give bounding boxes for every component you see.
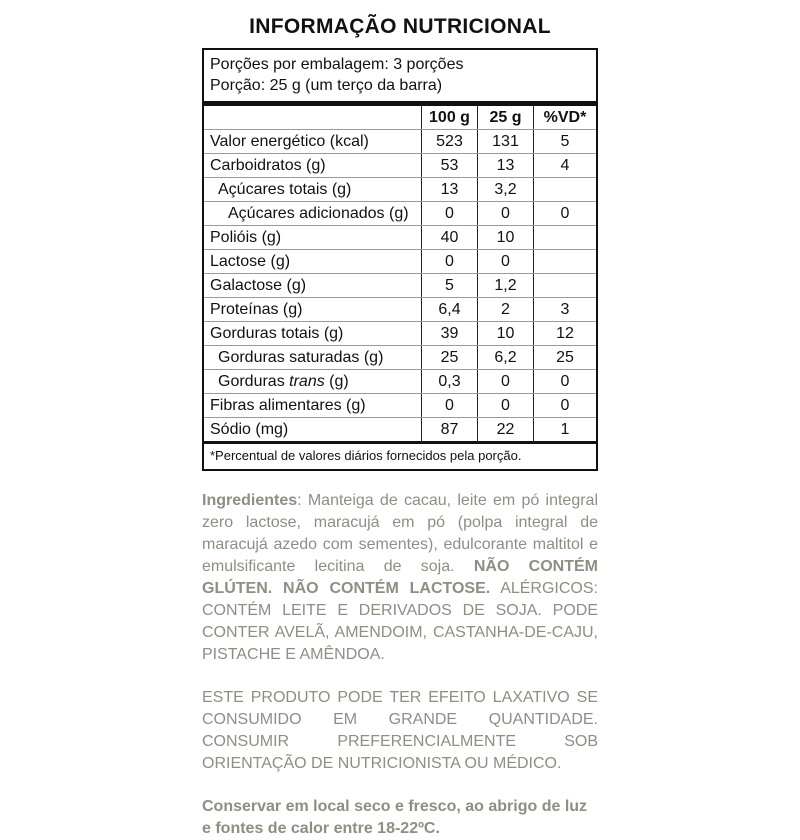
value-vd — [533, 274, 596, 297]
value-25g: 0 — [477, 250, 533, 273]
value-vd — [533, 178, 596, 201]
nutrient-label: Proteínas (g) — [210, 301, 303, 318]
table-row — [204, 297, 596, 321]
page-title: INFORMAÇÃO NUTRICIONAL — [249, 15, 551, 38]
table-row — [204, 201, 596, 225]
value-100g: 25 — [421, 346, 477, 369]
header-100g: 100 g — [421, 106, 477, 129]
value-25g: 10 — [477, 226, 533, 249]
gluten-lactose-free-statement: NÃO CONTÉM GLÚTEN. NÃO CONTÉM LACTOSE. — [202, 558, 598, 597]
value-25g: 0 — [477, 202, 533, 225]
value-vd — [533, 226, 596, 249]
value-100g: 87 — [421, 418, 477, 441]
header-vd: %VD* — [533, 106, 596, 129]
nutrient-label-part: Gorduras — [218, 373, 290, 390]
nutrient-label: Gorduras saturadas (g) — [218, 349, 384, 366]
value-100g: 39 — [421, 322, 477, 345]
table-row — [204, 345, 596, 369]
value-vd: 4 — [533, 154, 596, 177]
nutrient-label-part: trans — [289, 373, 325, 390]
value-25g: 0 — [477, 370, 533, 393]
value-100g: 0 — [421, 250, 477, 273]
info-paragraphs — [202, 490, 598, 840]
value-vd: 12 — [533, 322, 596, 345]
value-100g: 0 — [421, 394, 477, 417]
value-vd: 5 — [533, 130, 596, 153]
value-vd: 25 — [533, 346, 596, 369]
value-100g: 13 — [421, 178, 477, 201]
table-row — [204, 129, 596, 153]
label-content — [202, 15, 598, 840]
nutrient-label: Gorduras totais (g) — [210, 325, 344, 342]
value-100g: 5 — [421, 274, 477, 297]
value-vd: 0 — [533, 394, 596, 417]
table-row — [204, 153, 596, 177]
ingredients-label: Ingredientes — [202, 492, 298, 509]
value-25g: 22 — [477, 418, 533, 441]
table-row — [204, 369, 596, 393]
header-empty-cell — [204, 106, 421, 129]
header-25g: 25 g — [477, 106, 533, 129]
table-header-row — [204, 106, 596, 129]
value-25g: 6,2 — [477, 346, 533, 369]
value-100g: 40 — [421, 226, 477, 249]
nutrient-label: Fibras alimentares (g) — [210, 397, 366, 414]
nutrient-label-part: (g) — [324, 373, 349, 390]
value-vd: 0 — [533, 370, 596, 393]
value-100g: 6,4 — [421, 298, 477, 321]
value-100g: 0 — [421, 202, 477, 225]
storage-instructions-paragraph: Conservar em local seco e fresco, ao abrigo de luz e fontes de calor entre 18-22ºC. — [202, 798, 588, 837]
nutrient-label: Polióis (g) — [210, 229, 282, 246]
nutrient-label: Açúcares adicionados (g) — [228, 205, 409, 222]
ingredients-paragraph — [202, 490, 598, 666]
value-100g: 0,3 — [421, 370, 477, 393]
nutrient-label: Carboidratos (g) — [210, 157, 326, 174]
table-row — [204, 321, 596, 345]
table-footnote: *Percentual de valores diários fornecidos pela porção. — [204, 441, 596, 469]
table-rows — [204, 129, 596, 441]
servings-per-package: Porções por embalagem: 3 porções — [210, 56, 464, 73]
value-vd: 1 — [533, 418, 596, 441]
serving-size: Porção: 25 g (um terço da barra) — [210, 77, 443, 94]
nutrient-label: Açúcares totais (g) — [218, 181, 352, 198]
nutrient-label: Lactose (g) — [210, 253, 291, 270]
value-25g: 0 — [477, 394, 533, 417]
table-row — [204, 393, 596, 417]
value-25g: 1,2 — [477, 274, 533, 297]
value-25g: 10 — [477, 322, 533, 345]
nutrient-label — [204, 370, 421, 393]
table-row — [204, 177, 596, 201]
nutrient-label: Sódio (mg) — [210, 421, 289, 438]
table-row — [204, 417, 596, 441]
value-vd: 3 — [533, 298, 596, 321]
allergens-text: ALÉRGICOS: CONTÉM LEITE E DERIVADOS DE SOJA. PODE CONTER AVELÃ, AMENDOIM, CASTANHA-DE-CAJU, PISTACHE E AMÊNDOA. — [202, 580, 598, 663]
table-row — [204, 249, 596, 273]
value-25g: 3,2 — [477, 178, 533, 201]
value-25g: 131 — [477, 130, 533, 153]
value-100g: 53 — [421, 154, 477, 177]
laxative-warning-paragraph: ESTE PRODUTO PODE TER EFEITO LAXATIVO SE CONSUMIDO EM GRANDE QUANTIDADE. CONSUMIR PREFERENCIALMENTE SOB ORIENTAÇÃO DE NUTRICIONISTA OU MÉDICO. — [202, 689, 598, 772]
value-100g: 523 — [421, 130, 477, 153]
value-vd: 0 — [533, 202, 596, 225]
value-25g: 2 — [477, 298, 533, 321]
value-25g: 13 — [477, 154, 533, 177]
nutrition-table — [202, 48, 598, 471]
table-row — [204, 225, 596, 249]
value-vd — [533, 250, 596, 273]
ingredients-text-1: : Manteiga de cacau, leite em pó integral zero lactose, maracujá em pó (polpa integral de maracujá azedo com sementes), edulcorante maltitol e emulsificante lecitina de soja. — [202, 492, 598, 575]
table-row — [204, 273, 596, 297]
servings-info — [204, 50, 596, 106]
nutrient-label: Valor energético (kcal) — [210, 133, 369, 150]
nutrient-label: Galactose (g) — [210, 277, 307, 294]
